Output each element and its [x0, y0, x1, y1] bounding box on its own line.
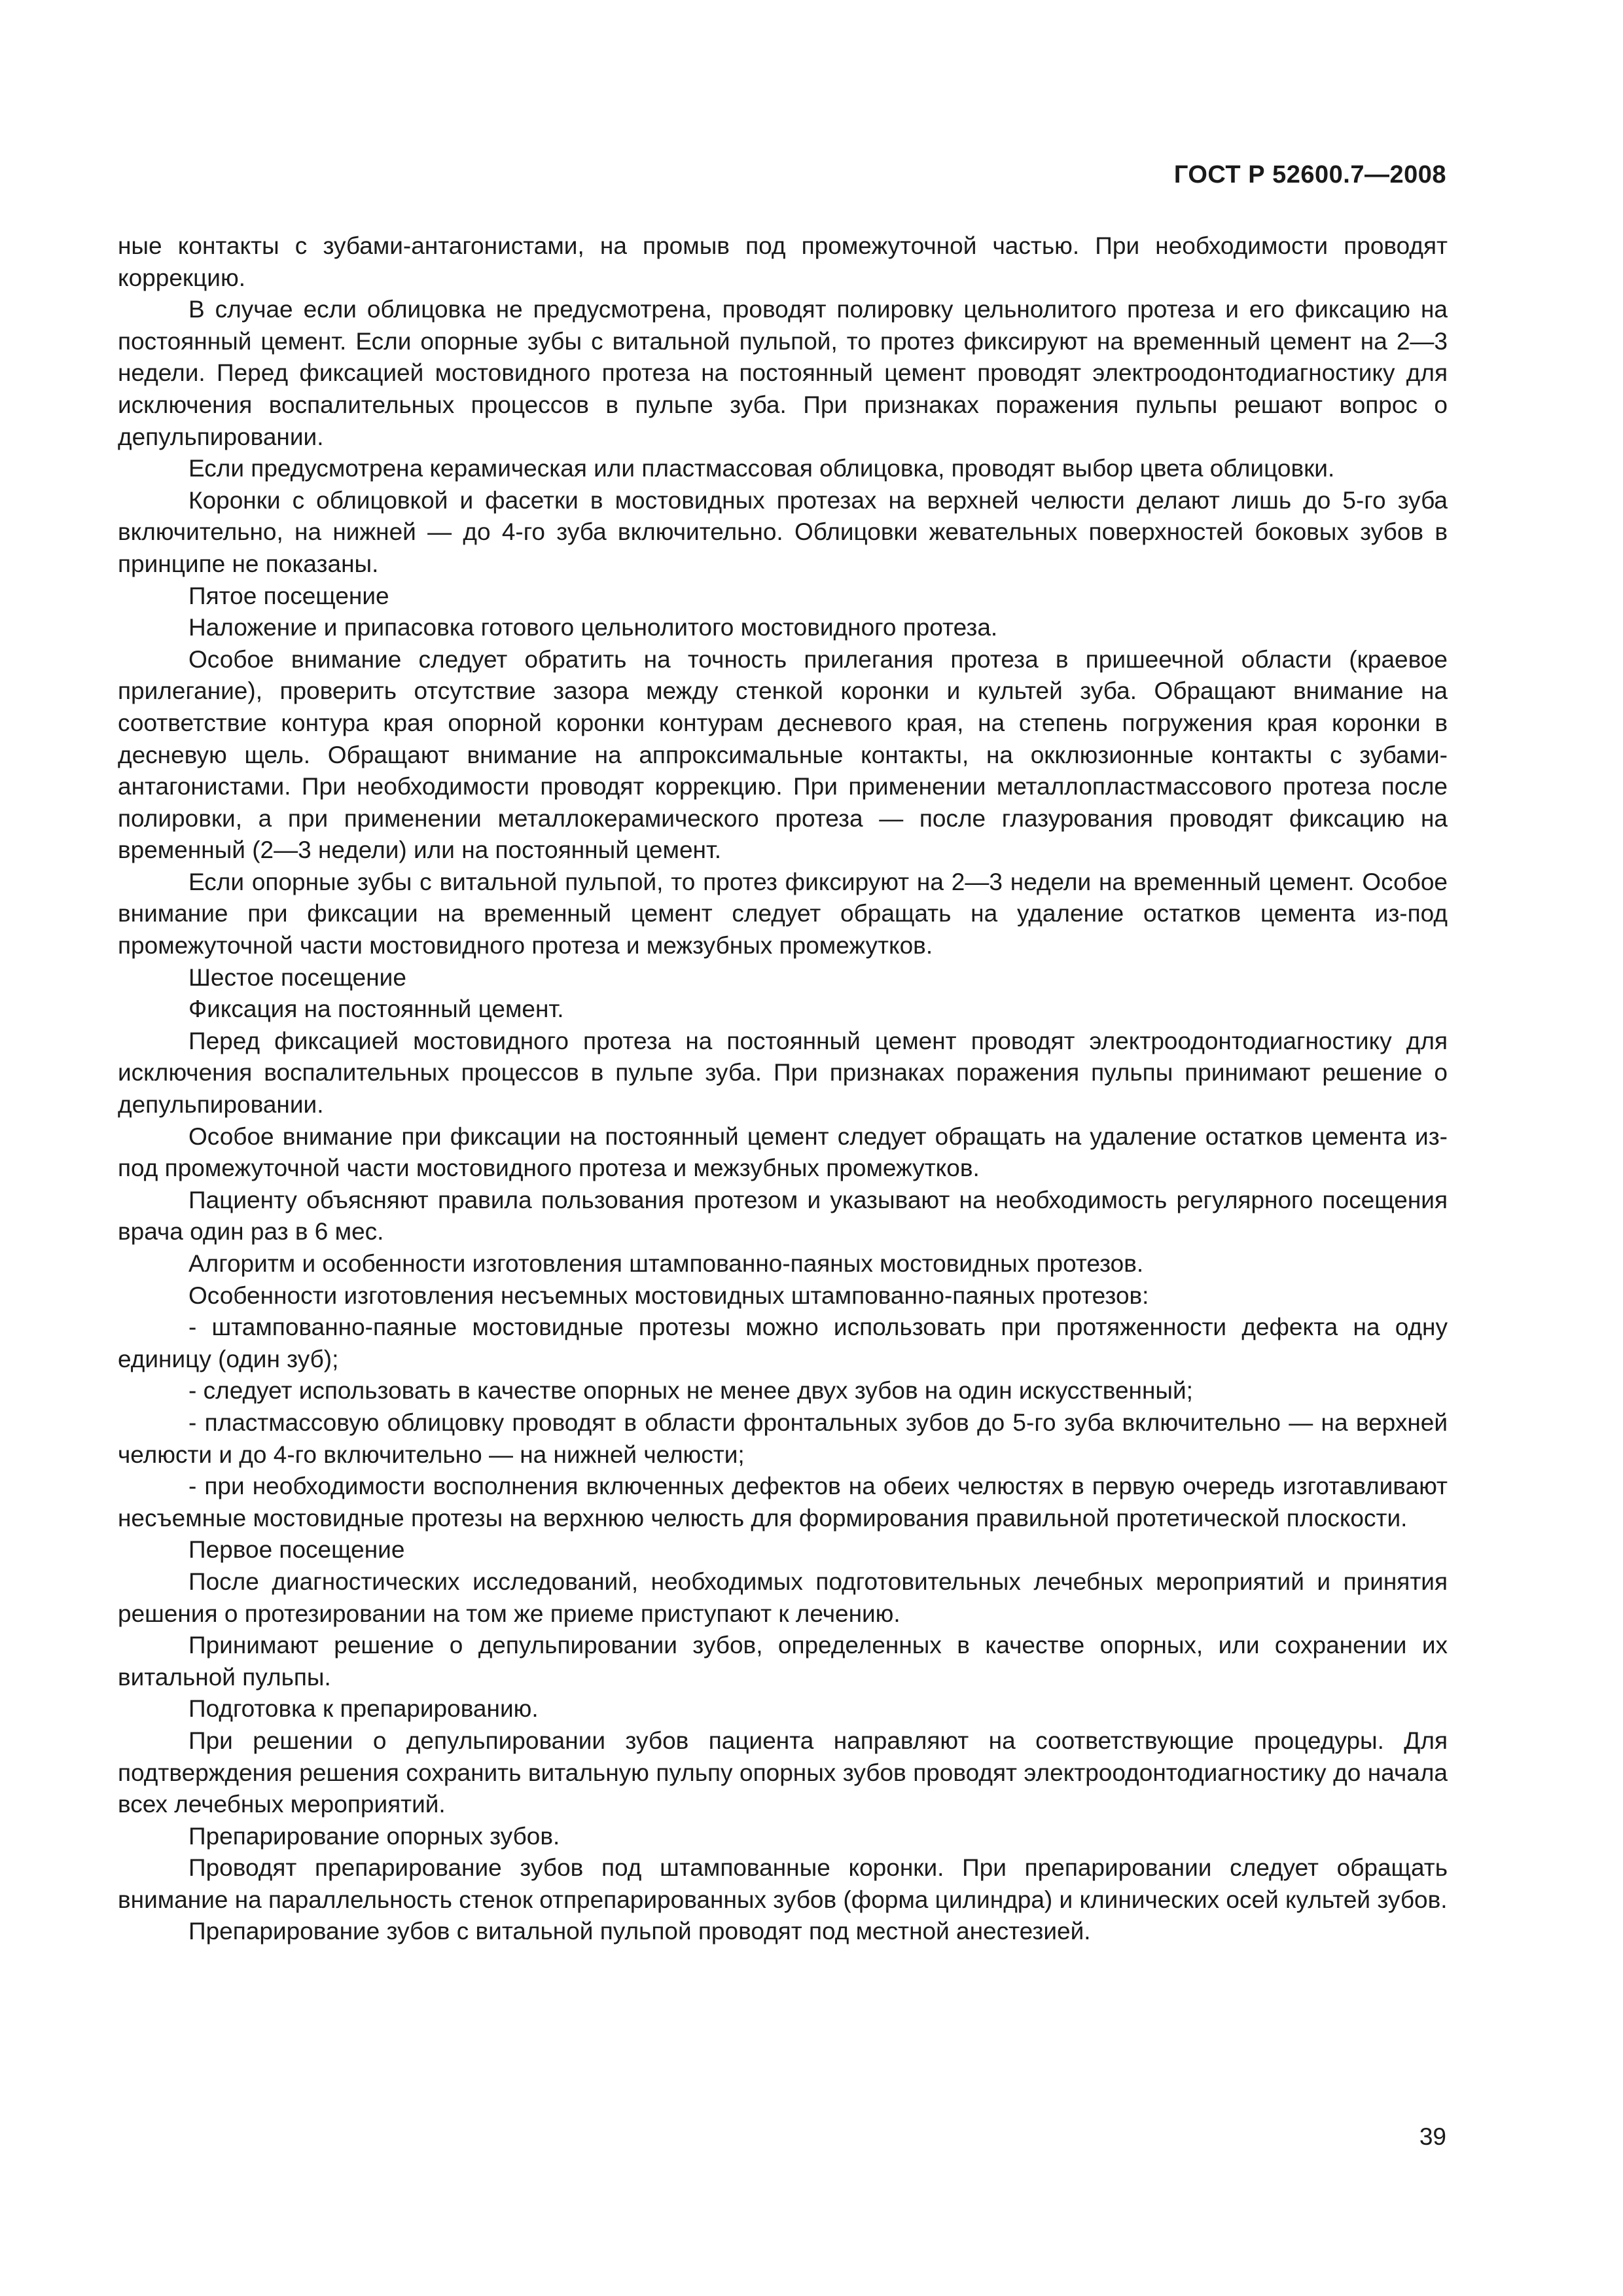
- paragraph: ные контакты с зубами-антагонистами, на промыв под промежуточной частью. При необходимости проводят коррекцию.: [118, 232, 1448, 291]
- paragraph: После диагностических исследований, необходимых подготовительных лечебных мероприятий и принятия решения о протезировании на том же приеме приступают к лечению.: [118, 1568, 1448, 1627]
- page-number: 39: [1419, 2123, 1446, 2150]
- paragraph: Проводят препарирование зубов под штампованные коронки. При препарировании следует обращать внимание на параллельность стенок отпрепарированных зубов (форма цилиндра) и клинических осей культей зубов.: [118, 1854, 1448, 1913]
- document-standard-id: ГОСТ Р 52600.7—2008: [1173, 161, 1446, 188]
- paragraph: Алгоритм и особенности изготовления штампованно-паяных мостовидных протезов.: [188, 1250, 1144, 1277]
- paragraph: Препарирование опорных зубов.: [188, 1822, 560, 1850]
- paragraph: Принимают решение о депульпировании зубов, определенных в качестве опорных, или сохранении их витальной пульпы.: [118, 1632, 1448, 1691]
- section-heading: Первое посещение: [188, 1536, 405, 1564]
- paragraph: Перед фиксацией мостовидного протеза на постоянный цемент проводят электроодонтодиагностику для исключения воспалительных процессов в пульпе зуба. При признаках поражения пульпы принимают решение о депульпировании.: [118, 1027, 1448, 1119]
- paragraph: Коронки с облицовкой и фасетки в мостовидных протезах на верхней челюсти делают лишь до 5-го зуба включительно, на нижней — до 4-го зуба включительно. Облицовки жевательных поверхностей боковых зубов в принципе не показаны.: [118, 486, 1448, 577]
- paragraph: Особое внимание при фиксации на постоянный цемент следует обращать на удаление остатков цемента из-под промежуточной части мостовидного протеза и межзубных промежутков.: [118, 1122, 1448, 1182]
- paragraph: Фиксация на постоянный цемент.: [188, 996, 564, 1023]
- list-item: - штампованно-паяные мостовидные протезы можно использовать при протяженности дефекта на одну единицу (один зуб);: [118, 1314, 1448, 1372]
- paragraph: Пациенту объясняют правила пользования протезом и указывают на необходимость регулярного посещения врача один раз в 6 мес.: [118, 1186, 1448, 1246]
- document-body: [118, 230, 1448, 1948]
- paragraph: Препарирование зубов с витальной пульпой проводят под местной анестезией.: [188, 1918, 1091, 1945]
- list-item: - следует использовать в качестве опорных не менее двух зубов на один искусственный;: [188, 1377, 1193, 1405]
- paragraph: В случае если облицовка не предусмотрена, проводят полировку цельнолитого протеза и его фиксацию на постоянный цемент. Если опорные зубы с витальной пульпой, то протез фиксируют на временный цемент на 2—3 недели. Перед фиксацией мостовидного протеза на постоянный цемент проводят электроодонтодиагностику для исключения воспалительных процессов в пульпе зуба. При признаках поражения пульпы решают вопрос о депульпировании.: [118, 296, 1448, 450]
- paragraph: Если опорные зубы с витальной пульпой, то протез фиксируют на 2—3 недели на временный цемент. Особое внимание при фиксации на временный цемент следует обращать на удаление остатков цемента из-под промежуточной части мостовидного протеза и межзубных промежутков.: [118, 868, 1448, 960]
- section-heading: Пятое посещение: [188, 582, 389, 609]
- paragraph: Если предусмотрена керамическая или пластмассовая облицовка, проводят выбор цвета облицовки.: [188, 455, 1335, 482]
- paragraph: Особое внимание следует обратить на точность прилегания протеза в пришеечной области (краевое прилегание), проверить отсутствие зазора между стенкой коронки и культей зуба. Обращают внимание на соответствие контура края опорной коронки контурам десневого края, на степень погружения края коронки в десневую щель. Обращают внимание на аппроксимальные контакты, на окклюзионные контакты с зубами-антагонистами. При необходимости проводят коррекцию. При применении металлопластмассового протеза после полировки, а при применении металлокерамического протеза — после глазурования проводят фиксацию на временный (2—3 недели) или на постоянный цемент.: [118, 645, 1448, 864]
- section-heading: Шестое посещение: [188, 963, 406, 991]
- paragraph: Подготовка к препарированию.: [188, 1695, 539, 1723]
- paragraph: Наложение и припасовка готового цельнолитого мостовидного протеза.: [188, 614, 998, 641]
- list-item: - пластмассовую облицовку проводят в области фронтальных зубов до 5-го зуба включительно — на верхней челюсти и до 4-го включительно — на нижней челюсти;: [118, 1408, 1448, 1468]
- list-item: - при необходимости восполнения включенных дефектов на обеих челюстях в первую очередь изготавливают несъемные мостовидные протезы на верхнюю челюсть для формирования правильной протетической плоскости.: [118, 1473, 1448, 1532]
- paragraph: Особенности изготовления несъемных мостовидных штампованно-паяных протезов:: [188, 1282, 1149, 1309]
- paragraph: При решении о депульпировании зубов пациента направляют на соответствующие процедуры. Для подтверждения решения сохранить витальную пульпу опорных зубов проводят электроодонтодиагностику до начала всех лечебных мероприятий.: [118, 1727, 1448, 1818]
